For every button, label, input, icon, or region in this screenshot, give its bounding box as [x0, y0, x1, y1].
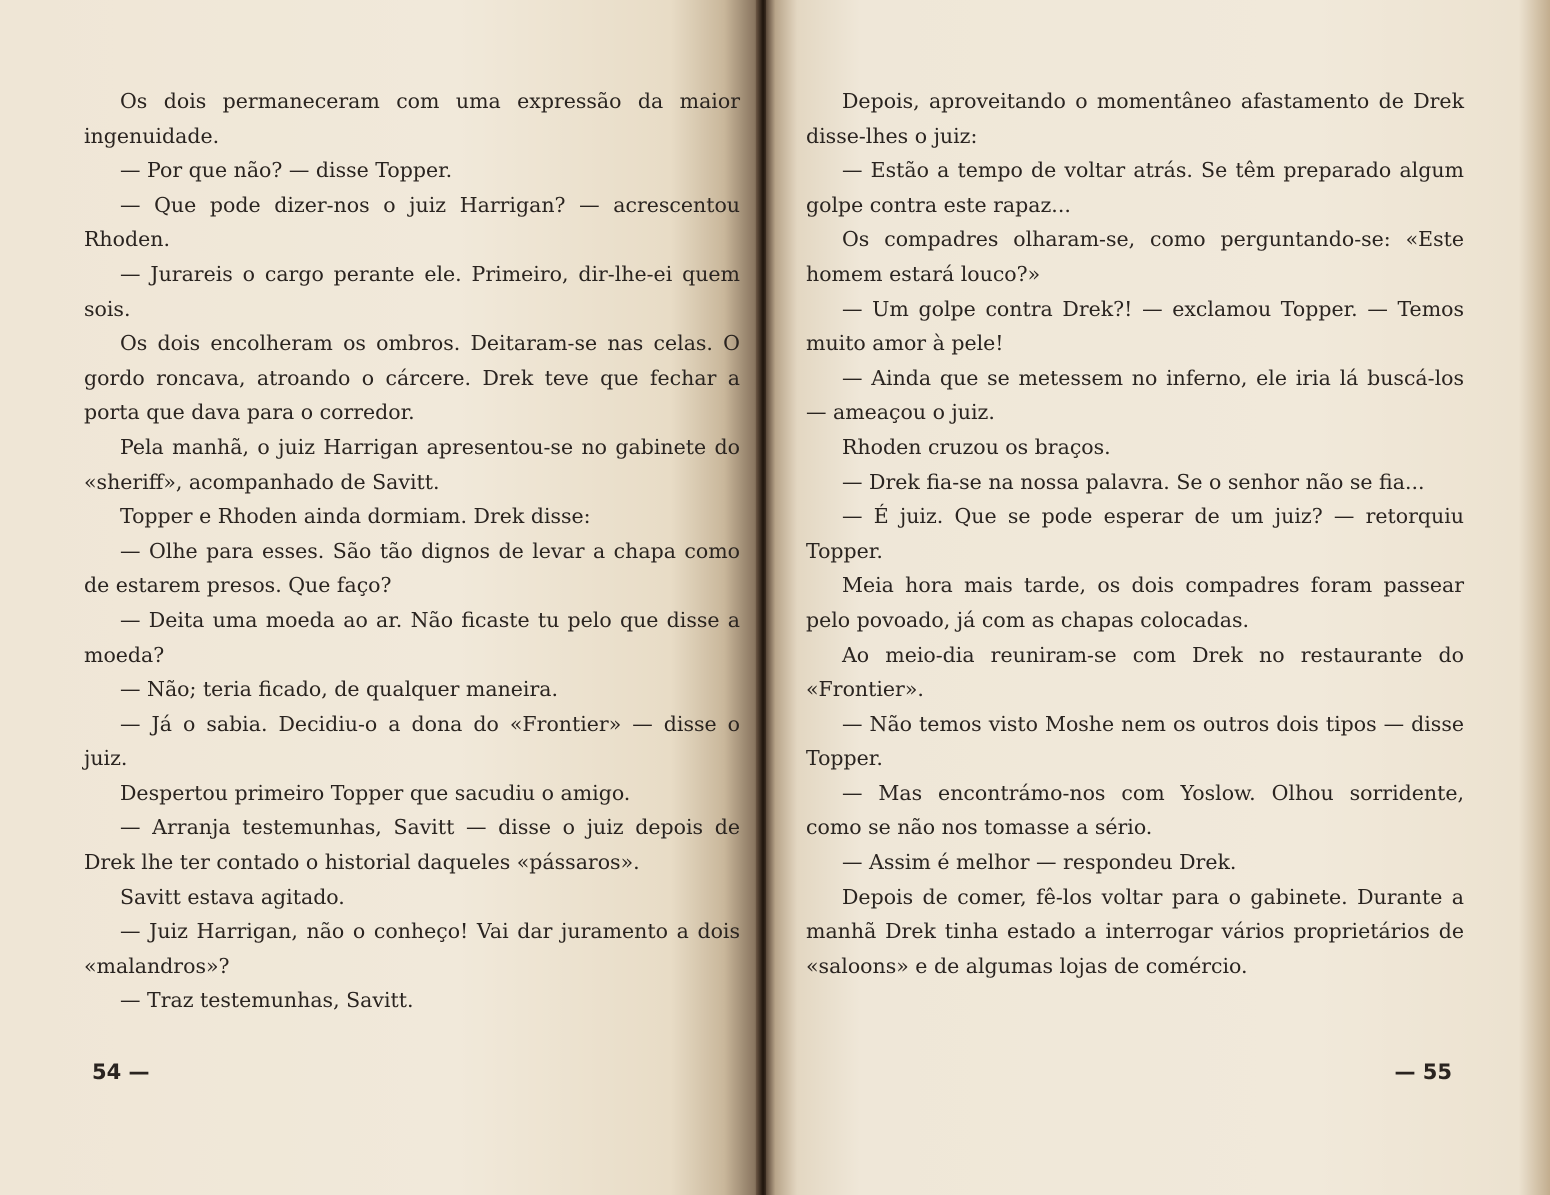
paragraph: — Não temos visto Moshe nem os outros dois tipos — disse Topper.	[806, 711, 1464, 771]
paragraph: — Por que não? — disse Topper.	[120, 158, 453, 183]
right-page	[766, 0, 1550, 1195]
paragraph: — Juiz Harrigan, não o conheço! Vai dar juramento a dois «malandros»?	[84, 919, 740, 978]
page-number-right: — 55	[1394, 1060, 1452, 1084]
page-number-left: 54 —	[92, 1060, 150, 1084]
paragraph: Os dois encolheram os ombros. Deitaram-se nas celas. O gordo roncava, atroando o cárcere. Drek teve que fechar a porta que dava para o corredor.	[84, 331, 740, 425]
paragraph: — Mas encontrámo-nos com Yoslow. Olhou sorridente, como se não nos tomasse a sério.	[806, 780, 1464, 840]
paragraph: Depois, aproveitando o momentâneo afastamento de Drek disse-lhes o juiz:	[806, 89, 1464, 148]
paragraph: Despertou primeiro Topper que sacudiu o amigo.	[120, 780, 631, 805]
paragraph: — Estão a tempo de voltar atrás. Se têm preparado algum golpe contra este rapaz...	[806, 158, 1464, 217]
paragraph: — É juiz. Que se pode esperar de um juiz? — retorquiu Topper.	[806, 504, 1464, 563]
paragraph: — Ainda que se metessem no inferno, ele iria lá buscá-los — ameaçou o juiz.	[806, 365, 1464, 425]
paragraph: — Deita uma moeda ao ar. Não ficaste tu pelo que disse a moeda?	[84, 607, 740, 667]
paragraph: Os dois permaneceram com uma expressão da maior ingenuidade.	[84, 89, 740, 148]
paragraph: — Olhe para esses. São tão dignos de levar a chapa como de estarem presos. Que faço?	[84, 538, 740, 598]
paragraph: — Traz testemunhas, Savitt.	[120, 988, 414, 1013]
right-page-text	[806, 84, 1464, 983]
paragraph: — Não; teria ficado, de qualquer maneira.	[120, 677, 559, 702]
paragraph: — Assim é melhor — respondeu Drek.	[842, 850, 1237, 875]
paragraph: — Um golpe contra Drek?! — exclamou Topper. — Temos muito amor à pele!	[806, 296, 1464, 356]
paragraph: — Drek fia-se na nossa palavra. Se o senhor não se fia...	[842, 469, 1425, 494]
paragraph: — Arranja testemunhas, Savitt — disse o juiz depois de Drek lhe ter contado o historial daqueles «pássaros».	[84, 815, 740, 875]
left-page-text	[84, 84, 740, 1018]
paragraph: — Que pode dizer-nos o juiz Harrigan? — acrescentou Rhoden.	[84, 192, 740, 252]
paragraph: Meia hora mais tarde, os dois compadres foram passear pelo povoado, já com as chapas colocadas.	[806, 573, 1464, 632]
paragraph: Os compadres olharam-se, como perguntando-se: «Este homem estará louco?»	[806, 227, 1464, 286]
left-page	[0, 0, 762, 1195]
paragraph: Pela manhã, o juiz Harrigan apresentou-se no gabinete do «sheriff», acompanhado de Savitt.	[84, 434, 740, 494]
paragraph: Rhoden cruzou os braços.	[842, 434, 1111, 459]
paragraph: Ao meio-dia reuniram-se com Drek no restaurante do «Frontier».	[806, 642, 1464, 702]
paragraph: — Já o sabia. Decidiu-o a dona do «Frontier» — disse o juiz.	[84, 711, 740, 771]
paragraph: — Jurareis o cargo perante ele. Primeiro, dir-lhe-ei quem sois.	[84, 261, 740, 321]
paragraph: Savitt estava agitado.	[120, 884, 345, 909]
paragraph: Depois de comer, fê-los voltar para o gabinete. Durante a manhã Drek tinha estado a interrogar vários proprietários de «saloons» e de algumas lojas de comércio.	[806, 884, 1464, 978]
paragraph: Topper e Rhoden ainda dormiam. Drek disse:	[120, 504, 591, 529]
